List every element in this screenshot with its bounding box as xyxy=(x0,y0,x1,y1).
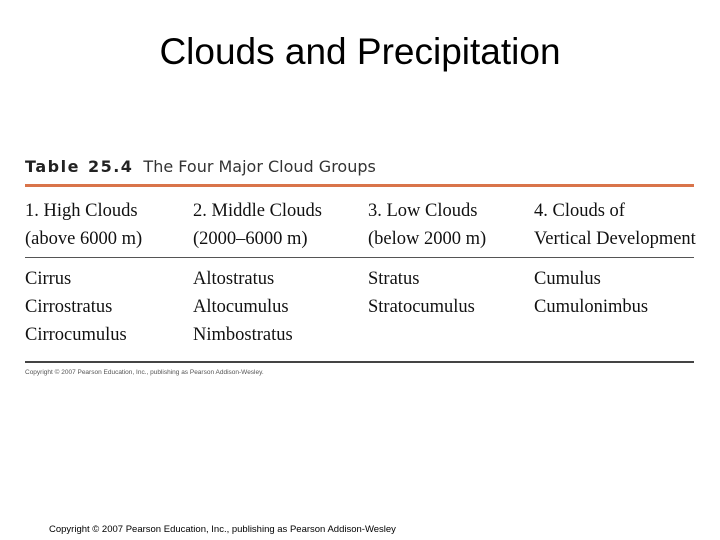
column-header-high-clouds xyxy=(25,197,142,253)
column-header-line: (2000–6000 m) xyxy=(193,229,308,249)
column-header-line: 2. Middle Clouds xyxy=(193,201,322,221)
table-header-rule xyxy=(25,257,694,258)
column-items-high-clouds xyxy=(25,265,127,349)
slide-title: Clouds and Precipitation xyxy=(159,31,561,72)
table-bottom-rule xyxy=(25,361,694,363)
cloud-type-cell: Cumulus xyxy=(534,269,601,289)
column-header-line: 1. High Clouds xyxy=(25,201,138,221)
cloud-type-cell: Altocumulus xyxy=(193,297,289,317)
cloud-type-cell: Cirrostratus xyxy=(25,297,113,317)
column-header-middle-clouds xyxy=(193,197,322,253)
column-header-line: 3. Low Clouds xyxy=(368,201,478,221)
table-copyright: Copyright © 2007 Pearson Education, Inc., publishing as Pearson Addison-Wesley. xyxy=(25,369,264,376)
cloud-type-cell: Cirrus xyxy=(25,269,72,289)
table-caption-label: Table xyxy=(25,157,80,176)
cloud-type-cell: Altostratus xyxy=(193,269,275,289)
column-header-line: Vertical Development xyxy=(534,229,696,249)
table-caption xyxy=(25,157,376,183)
cloud-type-cell: Cirrocumulus xyxy=(25,325,127,345)
cloud-type-cell: Nimbostratus xyxy=(193,325,293,345)
slide-footer: Copyright © 2007 Pearson Education, Inc., publishing as Pearson Addison-Wesley xyxy=(49,524,396,535)
column-header-line: (below 2000 m) xyxy=(368,229,487,249)
column-header-line: (above 6000 m) xyxy=(25,229,143,249)
column-header-line: 4. Clouds of xyxy=(534,201,625,221)
column-items-middle-clouds xyxy=(193,265,293,349)
table-caption-text: The Four Major Cloud Groups xyxy=(143,157,376,176)
column-header-vertical-development xyxy=(534,197,696,253)
column-items-low-clouds xyxy=(368,265,475,321)
cloud-type-cell: Stratus xyxy=(368,269,420,289)
column-items-vertical-development xyxy=(534,265,648,321)
cloud-type-cell: Stratocumulus xyxy=(368,297,475,317)
cloud-type-cell: Cumulonimbus xyxy=(534,297,649,317)
table-top-rule xyxy=(25,184,694,187)
table-caption-number: 25.4 xyxy=(87,157,134,176)
column-header-low-clouds xyxy=(368,197,486,253)
